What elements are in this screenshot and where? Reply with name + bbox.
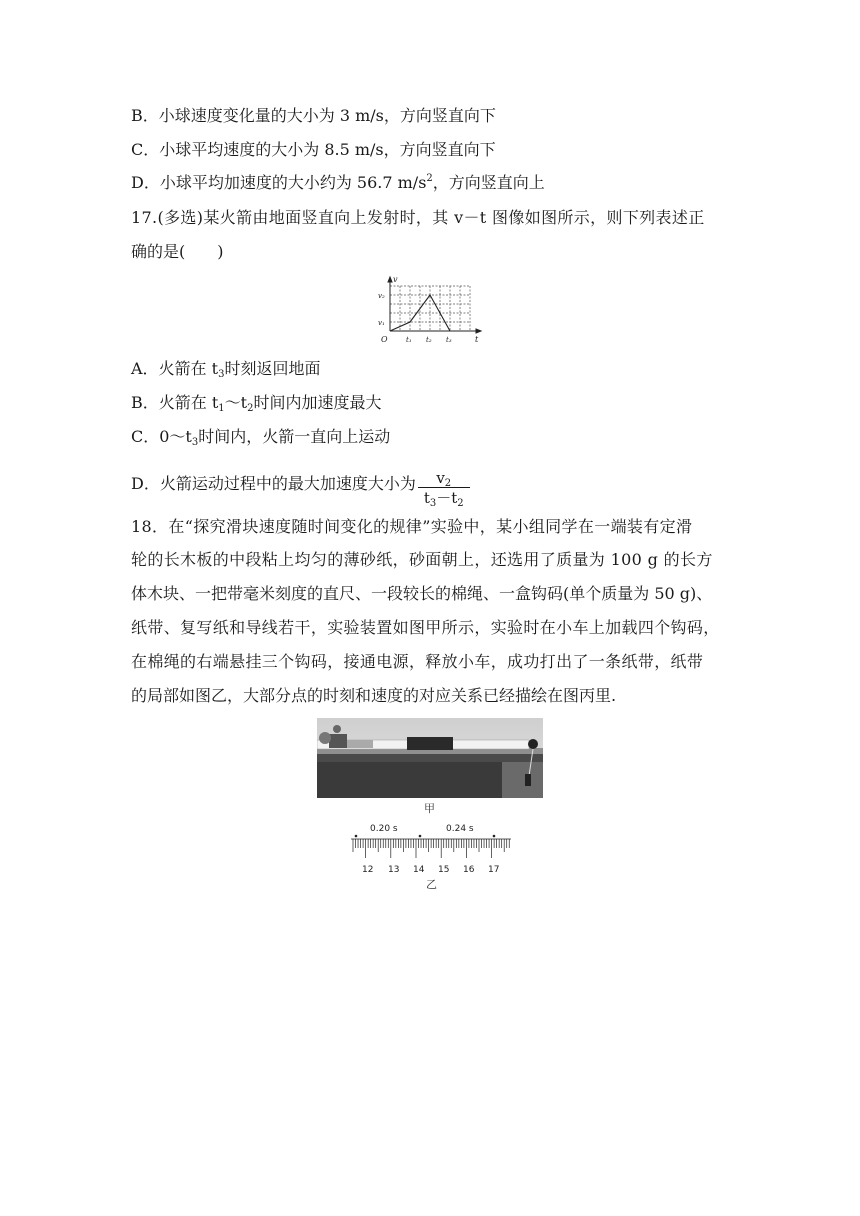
ruler-tick-13: 13 [388,865,400,874]
vt-graph-t3-label: t₃ [446,336,452,344]
ruler-tick-15: 15 [438,865,450,874]
q18-line1: 18．在“探究滑块速度随时间变化的规律”实验中，某小组同学在一端装有定滑 [131,517,693,536]
ruler-tick-16: 16 [463,865,475,874]
q17-option-c [131,426,390,448]
q17-option-b-rest: 时间内加速度最大 [253,393,382,412]
q17-option-b-text: B．火箭在 t [131,393,219,412]
q17-option-a [131,358,320,380]
apparatus-photo [317,718,543,798]
ruler-time-label-1: 0.20 s [370,824,398,834]
ruler-tick-14: 14 [413,865,425,874]
ruler-time-label-2: 0.24 s [446,824,474,834]
q17-stem-line1: 17.(多选)某火箭由地面竖直向上发射时，其 v－t 图像如图所示，则下列表述正 [131,208,705,227]
ruler-tick-17: 17 [488,865,500,874]
q16-option-d-exponent: 2 [426,173,433,184]
hanging-weights [525,774,531,786]
vt-graph-v2-label: v₂ [378,292,385,300]
q16-option-c: C．小球平均速度的大小为 8.5 m/s，方向竖直向下 [131,140,496,159]
q17-option-b-mid: ～t [224,393,248,412]
q17-option-d-text: D．火箭运动过程中的最大加速度大小为 [131,474,416,493]
q17-option-b-sub1: 1 [218,403,225,414]
denominator-t: t [423,489,430,507]
q18-line5: 在棉绳的右端悬挂三个钩码，接通电源，释放小车，成功打出了一条纸带，纸带 [131,652,704,671]
ruler-caption: 乙 [426,878,437,891]
q16-option-d-text: D．小球平均加速度的大小约为 56.7 m/s [131,173,427,192]
q18-line3: 体木块、一把带毫米刻度的直尺、一段较长的棉绳、一盒钩码(单个质量为 50 g)、 [131,584,713,603]
denominator-op: －t [436,489,458,507]
numerator-sub: 2 [444,478,452,489]
q17-option-b [131,392,381,414]
q17-option-a-text: A．火箭在 t [131,359,219,378]
vt-graph-t2-label: t₂ [426,336,432,344]
numerator-v: v [436,469,445,487]
vt-graph-v1-label: v₁ [378,319,385,327]
fraction-denominator [418,488,470,508]
timer-component-icon [319,732,331,744]
q17-option-c-text: C．0～t [131,427,192,446]
vt-graph-t-label: t [475,335,479,344]
q17-option-d-fraction [418,469,470,508]
q17-option-c-rest: 时间内，火箭一直向上运动 [198,427,391,446]
q17-option-d [131,465,470,509]
vt-graph-t1-label: t₁ [406,336,412,344]
fraction-numerator [418,469,470,488]
q17-option-c-sub: 3 [191,437,199,448]
q17-stem-line2: 确的是( ) [131,242,224,261]
q17-option-a-sub: 3 [218,369,225,380]
q17-option-b-sub2: 2 [247,403,254,414]
q18-line4: 纸带、复写纸和导线若干，实验装置如图甲所示，实验时在小车上加载四个钩码， [131,618,720,637]
vt-graph-origin: O [381,335,388,344]
q18-line6: 的局部如图乙，大部分点的时刻和速度的对应关系已经描绘在图丙里. [131,686,617,705]
denominator-sub1: 3 [429,498,437,509]
q18-line2: 轮的长木板的中段粘上均匀的薄砂纸，砂面朝上，还选用了质量为 100 g 的长方 [131,550,713,569]
vt-graph-v-label: v [393,275,398,284]
q16-option-b: B．小球速度变化量的大小为 3 m/s，方向竖直向下 [131,106,496,125]
denominator-sub2: 2 [457,498,464,509]
vt-graph [374,274,484,346]
q16-option-d-direction: ，方向竖直向上 [432,173,545,192]
q16-option-d [131,172,545,194]
q17-option-a-rest: 时刻返回地面 [224,359,321,378]
tape-ruler [348,820,518,874]
apparatus-caption: 甲 [424,802,435,815]
pulley-icon [528,739,538,749]
ruler-tick-12: 12 [362,865,374,874]
